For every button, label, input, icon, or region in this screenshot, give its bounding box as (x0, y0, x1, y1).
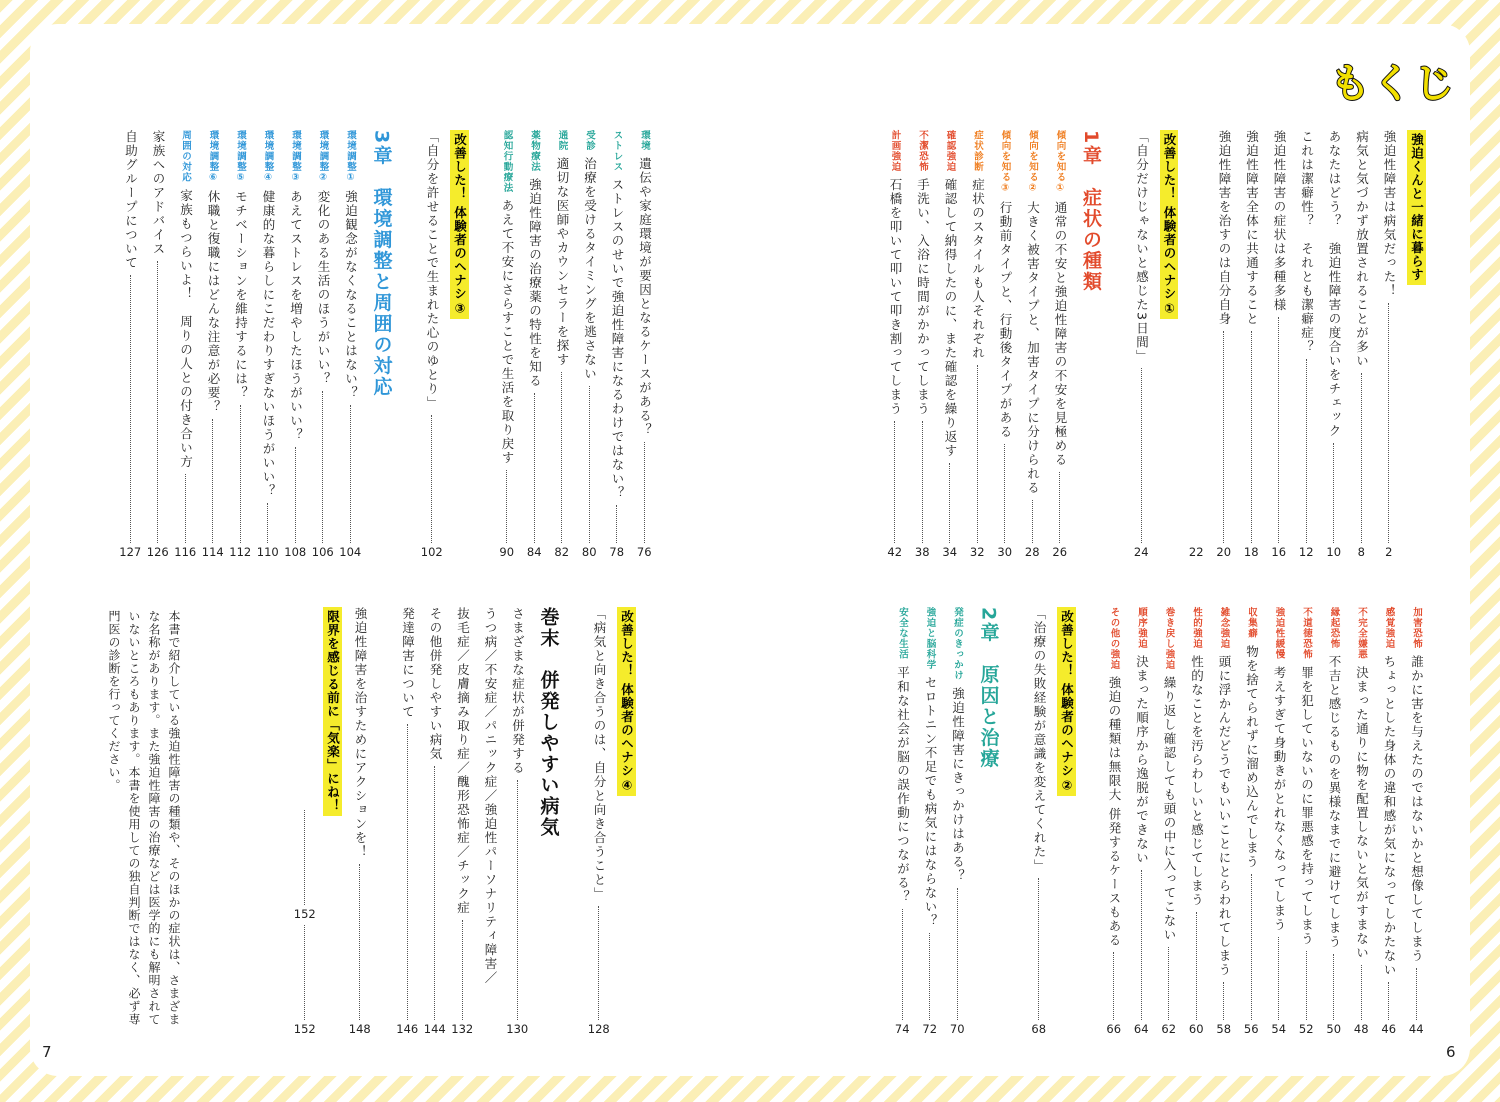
leader-dots (589, 386, 590, 543)
toc-entry (172, 128, 200, 558)
entry-title: 強迫性障害の症状は多種多様 (1272, 130, 1287, 312)
leader-dots (1141, 368, 1142, 542)
entry-title: 決まった通りに物を配置しないと気がすまない (1354, 665, 1370, 960)
entry-title: ストレスのせいで強迫性障害になるわけではない？ (610, 178, 625, 500)
entry-page-number: 62 (1161, 1021, 1177, 1036)
entry-page-number: 8 (1357, 544, 1365, 559)
entry-title: 強迫性障害を治すのは自分自身 (1217, 130, 1232, 326)
entry-category-tag: 安全な生活 (897, 607, 908, 660)
entry-category-tag: 環境調整⑤ (235, 130, 246, 184)
entry-page-number: 46 (1381, 1021, 1397, 1036)
toc-entry (117, 128, 145, 558)
toc-bottom-right (850, 605, 1430, 1035)
entry-page-number: 30 (997, 544, 1013, 559)
entry-category-tag: ストレス (611, 130, 623, 172)
page-number-left: 7 (42, 1043, 52, 1061)
entry-category-tag: 環境 (639, 130, 650, 151)
toc-entry (1155, 605, 1183, 1035)
entry-page-number: 58 (1216, 1021, 1232, 1036)
entry-page-number: 114 (201, 544, 224, 559)
entry-category-tag: 不潔恐怖 (917, 130, 928, 172)
toc-entry (1320, 605, 1348, 1035)
toc-entry (936, 128, 964, 558)
toc-entry (1320, 128, 1348, 558)
entry-title: 繰り返し確認しても頭の中に入ってこない (1162, 676, 1177, 942)
leader-dots (130, 275, 131, 543)
entry-title: あえて不安にさらすことで生活を取り戻す (500, 199, 515, 465)
toc-entry (1025, 605, 1053, 1035)
entry-title: 「自分だけじゃないと感じた3日間」 (1134, 130, 1150, 364)
leader-dots (1388, 982, 1389, 1020)
entry-page-number: 48 (1353, 1021, 1369, 1036)
entry-title: さまざまな症状が併発する (510, 607, 526, 775)
toc-entry (1183, 605, 1211, 1035)
leader-dots (929, 933, 930, 1020)
entry-page-number: 12 (1298, 544, 1314, 559)
toc-entry (1348, 128, 1376, 558)
entry-page-number: 144 (423, 1021, 446, 1036)
entry-title: 「病気と向き合うのは、自分と向き合うこと」 (592, 607, 607, 901)
leader-dots (1113, 952, 1114, 1019)
leader-dots (185, 474, 186, 543)
toc-entry (1128, 605, 1156, 1035)
toc-title: もくじ (1330, 61, 1456, 107)
leader-dots (462, 920, 463, 1020)
leader-dots (1196, 912, 1197, 1020)
leader-dots (616, 505, 617, 543)
entry-title: モチベーションを維持するには？ (233, 190, 249, 400)
leader-dots (506, 470, 507, 543)
entry-title: 「自分を許せることで生まれた心のゆとり」 (425, 130, 440, 410)
entry-title: あなたはどう？ 強迫性障害の度合いをチェック (1327, 130, 1342, 438)
entry-title: 適切な医師やカウンセラーを探す (555, 157, 570, 367)
highlight-label: 改善した！ 体験者のヘナシ④ (617, 607, 636, 796)
entry-title: 病気と気づかず放置されることが多い (1354, 130, 1370, 368)
leader-dots (644, 442, 645, 543)
leader-dots (1038, 878, 1039, 1020)
toc-entry (394, 605, 422, 1035)
entry-title: 考えすぎて身動きがとれなくなってしまう (1272, 665, 1287, 932)
toc-entry (1210, 128, 1238, 558)
entry-title: 決まった順序から逸脱ができない (1134, 655, 1150, 865)
entry-title: 石橋を叩いて叩いて叩き割ってしまう (888, 178, 903, 416)
entry-page-number: 24 (1133, 544, 1149, 559)
entry-category-tag: 雑念強迫 (1218, 607, 1230, 649)
entry-title: 強迫性障害の治療薬の特性を知る (527, 178, 543, 388)
chapter-title: 2章 原因と治療 (977, 607, 1000, 770)
entry-category-tag: 計画強迫 (889, 130, 901, 172)
entry-category-tag: 環境調整① (345, 130, 356, 184)
entry-page-number: 152 (293, 1021, 316, 1036)
highlight-label: 強迫くんと一緒に暮らす (1407, 130, 1426, 285)
chapter-heading (971, 605, 1005, 1035)
entry-category-tag: 環境調整④ (262, 130, 274, 184)
entry-category-tag: 通院 (556, 130, 568, 151)
leader-dots (1223, 982, 1224, 1020)
entry-category-tag: 傾向を知る② (1027, 130, 1038, 195)
toc-entry (1210, 605, 1238, 1035)
entry-category-tag: 発症のきっかけ (952, 607, 963, 681)
toc-entry (1238, 605, 1266, 1035)
leader-dots (957, 888, 958, 1020)
leader-dots (1306, 359, 1307, 543)
entry-page-number: 18 (1243, 544, 1259, 559)
chapter-title: 1章 症状の種類 (1080, 130, 1102, 293)
toc-entry (576, 128, 604, 558)
entry-category-tag: 感覚強迫 (1383, 607, 1395, 649)
toc-spacer (1005, 605, 1025, 1035)
toc-entry (421, 605, 449, 1035)
entry-page-number: 106 (311, 544, 334, 559)
highlight-label: 改善した！ 体験者のヘナシ③ (450, 130, 469, 319)
entry-title: 強迫性障害にきっかけはある？ (950, 686, 966, 883)
toc-highlight-heading (319, 605, 347, 1035)
entry-page-number: 108 (284, 544, 307, 559)
entry-title: 変化のある生活のほうがいい？ (316, 190, 331, 386)
toc-entry (1265, 128, 1293, 558)
leader-dots (949, 463, 950, 543)
entry-page-number: 42 (887, 544, 903, 559)
entry-page-number: 132 (451, 1021, 474, 1036)
entry-category-tag: 強迫性緩慢 (1273, 607, 1285, 660)
entry-page-number: 34 (942, 544, 958, 559)
entry-page-number: 127 (119, 544, 142, 559)
entry-category-tag: 環境調整⑥ (207, 130, 219, 184)
leader-dots (517, 780, 518, 1020)
toc-entry (1100, 605, 1128, 1035)
toc-entry (1293, 605, 1321, 1035)
entry-category-tag: 症状診断 (972, 130, 983, 172)
toc-entry (1128, 128, 1156, 558)
leader-dots (1059, 472, 1060, 543)
toc-entry (916, 605, 944, 1035)
entry-page-number: 90 (499, 544, 515, 559)
entry-category-tag: 収集癖 (1246, 607, 1257, 639)
entry-page-number: 102 (420, 544, 443, 559)
entry-title: うつ病／不安症／パニック症／強迫性パーソナリティ障害／ (483, 607, 498, 985)
entry-title: 遺伝や家庭環境が要因となるケースがある？ (637, 157, 653, 437)
leader-dots (1251, 874, 1252, 1020)
entry-title: 強迫観念がなくなることはない？ (343, 190, 359, 400)
leader-dots (534, 393, 535, 543)
entry-category-tag: 認知行動療法 (501, 130, 513, 193)
disclaimer-note: 本書で紹介している強迫性障害の種類や、そのほかの症状は、さまざまな名称があります。また強迫性障害の治療などは医学的にも解明されていないところもあります。本書を使用しての独自判断ではなく、必ず専門医の診断を行ってください。 (107, 610, 181, 1026)
entry-title: 発達障害について (400, 607, 416, 719)
entry-title: 抜毛症／皮膚摘み取り症／醜形恐怖症／チック症 (455, 607, 471, 915)
entry-category-tag: 周囲の対応 (180, 130, 191, 183)
toc-spacer (398, 128, 418, 558)
entry-page-number: 54 (1271, 1021, 1287, 1036)
entry-title: 症状のスタイルも人それぞれ (970, 178, 986, 360)
entry-page-number: 80 (581, 544, 597, 559)
leader-dots (1278, 937, 1279, 1020)
toc-top-left (88, 128, 658, 558)
entry-category-tag: 確認強迫 (944, 130, 956, 172)
leader-dots (1251, 331, 1252, 543)
leader-dots (322, 391, 323, 543)
entry-category-tag: 環境調整② (317, 130, 329, 184)
toc-entry (449, 605, 477, 1035)
entry-page-number: 110 (256, 544, 279, 559)
toc-entry (493, 128, 521, 558)
toc-spacer (1108, 128, 1128, 558)
toc-entry (1375, 605, 1403, 1035)
leader-dots (431, 415, 432, 543)
leader-dots (304, 810, 305, 905)
toc-entry (521, 128, 549, 558)
entry-page-number: 84 (526, 544, 542, 559)
entry-category-tag: 傾向を知る① (1054, 130, 1066, 195)
toc-bottom-left (293, 605, 640, 1036)
entry-title: あえてストレスを増やしたほうがいい？ (288, 190, 304, 442)
entry-category-tag: 不道徳恐怖 (1301, 607, 1312, 660)
leader-dots (598, 906, 599, 1020)
entry-page-number: 10 (1326, 544, 1342, 559)
leader-dots (922, 421, 923, 543)
entry-title: 治療を受けるタイミングを逃さない (582, 157, 598, 381)
entry-category-tag: 不完全嫌悪 (1356, 607, 1367, 660)
entry-title: 自助グループについて (123, 130, 139, 270)
toc-entry (944, 605, 972, 1035)
leader-dots (212, 419, 213, 543)
entry-page-number: 116 (174, 544, 197, 559)
entry-category-tag: 受診 (584, 130, 595, 151)
highlight-label: 改善した！ 体験者のヘナシ① (1160, 130, 1179, 319)
leader-dots (1388, 303, 1389, 543)
toc-spacer (565, 605, 585, 1035)
leader-dots (267, 503, 268, 543)
entry-page-number: 22 (1188, 544, 1204, 559)
entry-category-tag: 巻き戻し強迫 (1163, 607, 1175, 670)
toc-entry (476, 605, 504, 1035)
chapter-heading (531, 605, 565, 1035)
entry-title: 家族へのアドバイス (151, 130, 166, 256)
entry-page-number: 104 (339, 544, 362, 559)
entry-page-number: 70 (949, 1021, 965, 1036)
toc-entry (282, 128, 310, 558)
leader-dots (240, 405, 241, 543)
entry-title: セロトニン不足でも病気にはならない？ (923, 676, 938, 928)
toc-entry (144, 128, 172, 558)
entry-page-number: 28 (1024, 544, 1040, 559)
entry-page-number: 20 (1216, 544, 1232, 559)
entry-title: 強迫性障害を治すためにアクションを！ (353, 607, 368, 859)
entry-page-number: 52 (1298, 1021, 1314, 1036)
leader-dots (1004, 444, 1005, 543)
toc-entry (1293, 128, 1321, 558)
toc-entry (291, 605, 319, 1035)
entry-page-number: 66 (1106, 1021, 1122, 1036)
leader-dots (1168, 947, 1169, 1020)
entry-title: 通常の不安と強迫性障害の不安を見極める (1053, 200, 1068, 467)
entry-page-number: 82 (554, 544, 570, 559)
toc-entry (227, 128, 255, 558)
entry-title: 頭に浮かんだどうでもいいことにとらわれてしまう (1217, 655, 1232, 977)
entry-category-tag: その他の強迫 (1108, 607, 1120, 670)
entry-category-tag: 加害恐怖 (1411, 607, 1422, 649)
leader-dots (434, 766, 435, 1020)
entry-page-number: 64 (1133, 1021, 1149, 1036)
toc-spacer (1080, 605, 1100, 1035)
toc-top-right (850, 128, 1430, 558)
highlight-label: 改善した！ 体験者のヘナシ② (1057, 607, 1076, 796)
entry-page-number: 148 (348, 1021, 371, 1036)
entry-page-number: 56 (1243, 1021, 1259, 1036)
chapter-heading (364, 128, 398, 558)
toc-entry (1348, 605, 1376, 1035)
entry-page-number: 126 (146, 544, 169, 559)
leader-dots (1333, 443, 1334, 543)
toc-entry (889, 605, 917, 1035)
leader-dots (295, 447, 296, 543)
toc-entry (309, 128, 337, 558)
toc-entry (1019, 128, 1047, 558)
entry-page-number: 130 (506, 1021, 529, 1036)
toc-entry (1403, 605, 1431, 1035)
toc-highlight-heading (1053, 605, 1081, 1035)
toc-entry (346, 605, 374, 1035)
toc-entry (964, 128, 992, 558)
entry-page-number: 26 (1052, 544, 1068, 559)
page-number-right: 6 (1446, 1043, 1456, 1061)
entry-title: 家族もつらいよ！ 周りの人との付き合い方 (178, 188, 194, 469)
toc-entry (881, 128, 909, 558)
entry-page-number: 60 (1188, 1021, 1204, 1036)
toc-entry (1238, 128, 1266, 558)
entry-category-tag: 薬物療法 (529, 130, 540, 172)
entry-page-number: 68 (1031, 1021, 1047, 1036)
toc-highlight-heading (613, 605, 641, 1035)
toc-entry (199, 128, 227, 558)
leader-dots (407, 724, 408, 1020)
leader-dots (1141, 870, 1142, 1020)
toc-entry (1046, 128, 1074, 558)
entry-page-number: 74 (894, 1021, 910, 1036)
entry-title: ちょっとした身体の違和感が気になってしかたない (1382, 655, 1397, 977)
entry-title: その他併発しやすい病気 (428, 607, 443, 761)
entry-title: 物を捨てられずに溜め込んでしまう (1244, 644, 1260, 869)
leader-dots (1333, 954, 1334, 1020)
entry-title: 強迫の種類は無限大 併発するケースもある (1107, 676, 1122, 948)
leader-dots (304, 925, 305, 1020)
entry-category-tag: 順序強迫 (1136, 607, 1147, 649)
entry-title: 不吉と感じるものを異様なまでに避けてしまう (1327, 655, 1342, 949)
toc-entry (585, 605, 613, 1035)
entry-title: これは潔癖性？ それとも潔癖症？ (1299, 130, 1315, 354)
entry-title: 誰かに害を与えたのではないかと想像してしまう (1409, 655, 1425, 963)
leader-dots (1416, 968, 1417, 1020)
leader-dots (1306, 951, 1307, 1020)
entry-title: 休職と復職にはどんな注意が必要？ (206, 190, 221, 414)
toc-entry (337, 128, 365, 558)
toc-entry (1265, 605, 1293, 1035)
entry-title: 罪を犯していないのに罪悪感を持ってしまう (1299, 665, 1315, 946)
entry-title: 「治療の失敗経験が意識を変えてくれた」 (1032, 607, 1047, 873)
entry-category-tag: 環境調整③ (290, 130, 301, 184)
entry-title: 確認して納得したのに、また確認を繰り返す (943, 178, 958, 458)
chapter-heading (1074, 128, 1108, 558)
toc-entry (254, 128, 282, 558)
entry-page-number: 152 (293, 906, 316, 921)
highlight-label: 限界を感じる前に「気楽」にね！ (323, 607, 342, 816)
entry-page-number: 2 (1385, 544, 1393, 559)
toc-highlight-heading (1155, 128, 1183, 558)
entry-page-number: 50 (1326, 1021, 1342, 1036)
leader-dots (902, 909, 903, 1020)
entry-title: 健康的な暮らしにこだわりすぎないほうがいい？ (261, 190, 276, 498)
entry-category-tag: 性的強迫 (1191, 607, 1202, 649)
leader-dots (1361, 965, 1362, 1020)
toc-entry (631, 128, 659, 558)
toc-spacer (1183, 128, 1211, 558)
entry-category-tag: 傾向を知る③ (999, 130, 1011, 195)
leader-dots (561, 372, 562, 543)
entry-page-number: 72 (922, 1021, 938, 1036)
leader-dots (977, 365, 978, 543)
entry-title: 大きく被害タイプと、加害タイプに分けられる (1025, 200, 1041, 495)
toc-highlight-heading (446, 128, 474, 558)
entry-title: 強迫性障害は病気だった！ (1382, 130, 1397, 298)
leader-dots (894, 421, 895, 543)
entry-title: 平和な社会が脳の誤作動につながる？ (895, 665, 911, 904)
entry-page-number: 128 (587, 1021, 610, 1036)
leader-dots (359, 864, 360, 1020)
entry-page-number: 76 (636, 544, 652, 559)
entry-page-number: 146 (396, 1021, 419, 1036)
leader-dots (1361, 373, 1362, 543)
entry-title: 行動前タイプと、行動後タイプがある (998, 200, 1013, 439)
leader-dots (1278, 317, 1279, 543)
entry-page-number: 112 (229, 544, 252, 559)
toc-entry (603, 128, 631, 558)
leader-dots (350, 405, 351, 543)
entry-page-number: 78 (609, 544, 625, 559)
toc-entry (504, 605, 532, 1035)
entry-page-number: 16 (1271, 544, 1287, 559)
chapter-title: 巻末 併発しやすい病気 (537, 607, 560, 838)
entry-page-number: 32 (969, 544, 985, 559)
entry-category-tag: 強迫と脳科学 (924, 607, 936, 670)
chapter-title: 3章 環境調整と周囲の対応 (370, 130, 393, 398)
toc-entry (548, 128, 576, 558)
entry-page-number: 38 (914, 544, 930, 559)
toc-entry (909, 128, 937, 558)
toc-entry (1375, 128, 1403, 558)
entry-page-number: 44 (1408, 1021, 1424, 1036)
entry-title: 手洗い、入浴に時間がかかってしまう (915, 178, 931, 416)
entry-title: 強迫性障害全体に共通すること (1244, 130, 1260, 326)
toc-entry (418, 128, 446, 558)
toc-spacer (374, 605, 394, 1035)
toc-highlight-heading (1403, 128, 1431, 558)
entry-category-tag: 縁起恐怖 (1328, 607, 1340, 649)
leader-dots (157, 261, 158, 543)
entry-title: 性的なことを汚らわしいと感じてしまう (1189, 655, 1205, 907)
leader-dots (1223, 331, 1224, 543)
toc-entry (991, 128, 1019, 558)
toc-spacer (473, 128, 493, 558)
leader-dots (1032, 500, 1033, 543)
